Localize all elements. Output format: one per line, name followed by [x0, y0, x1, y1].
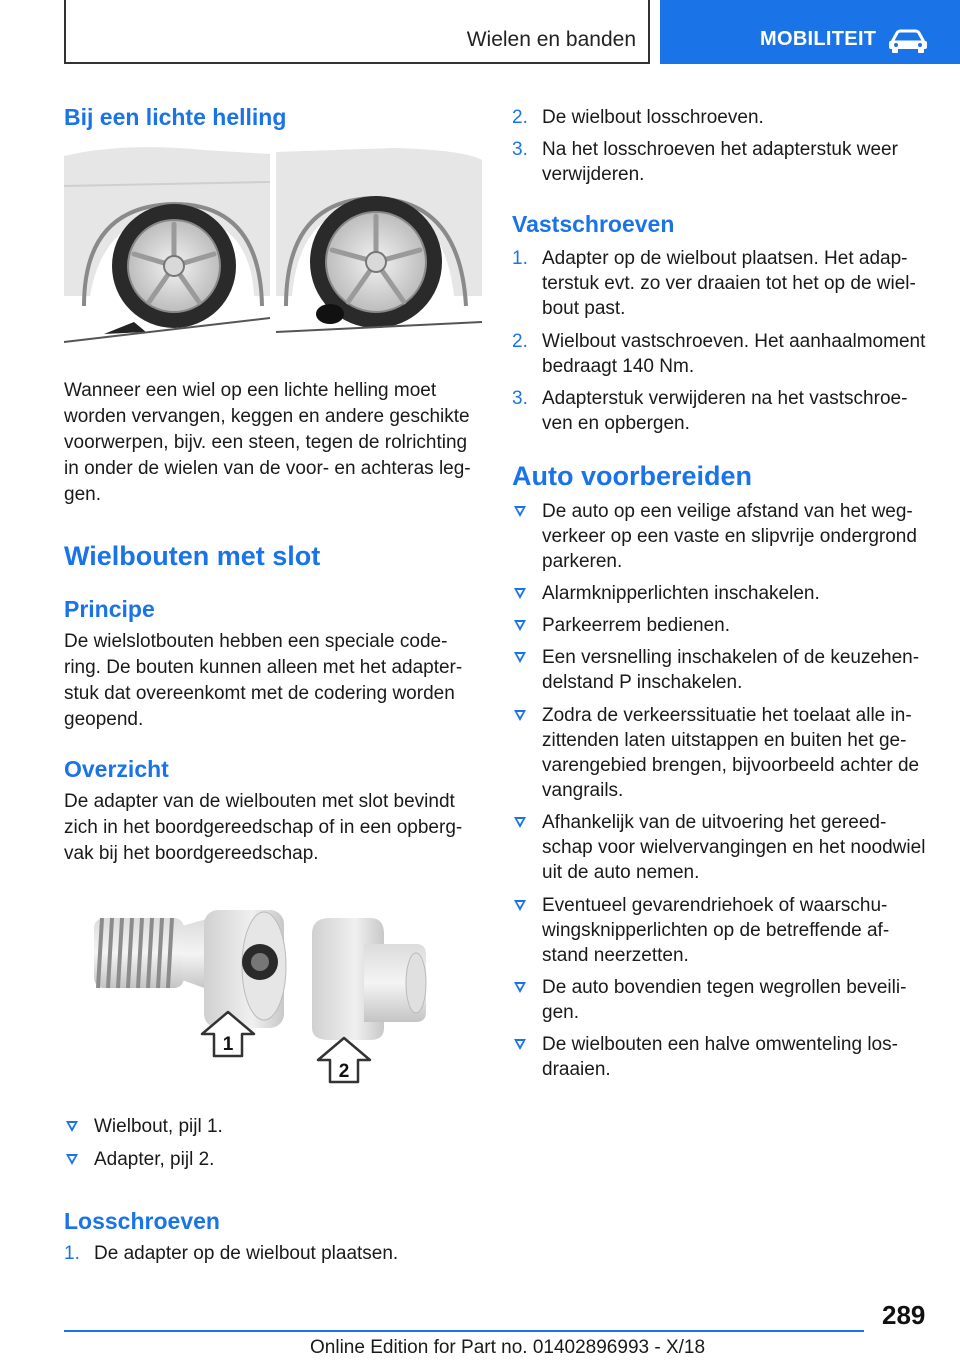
- heading-wielbouten: Wielbouten met slot: [64, 541, 321, 571]
- list-item: Alarmknipperlichten inschakelen.: [512, 581, 928, 606]
- list-item: 3. Na het losschroeven het adapterstuk weer verwijderen.: [512, 139, 898, 185]
- arrow-label-2: 2: [338, 1061, 350, 1082]
- list-item: Een versnelling inschakelen of de keuzehen- delstand P inschakelen.: [512, 645, 928, 695]
- heading-principe: Principe: [64, 596, 155, 622]
- paragraph-overzicht: De adapter van de wielbouten met slot bevindt zich in het boordgereedschap of in een opberg- vak bij het boordgereedschap.: [64, 791, 463, 864]
- triangle-bullet-icon: [514, 1039, 526, 1050]
- list-item: 2. Wielbout vastschroeven. Het aanhaalmoment bedraagt 140 Nm.: [512, 331, 926, 377]
- triangle-bullet-icon: [514, 710, 526, 721]
- heading-lichte-helling: Bij een lichte helling: [64, 104, 287, 130]
- triangle-bullet-icon: [514, 588, 526, 599]
- triangle-bullet-icon: [514, 652, 526, 663]
- list-item: De auto op een veilige afstand van het weg- verkeer op een vaste en slipvrije ondergrond parkeren.: [512, 499, 928, 574]
- list-item: Eventueel gevarendriehoek of waarschu- wingsknipperlichten op de betreffende af- stand neerzetten.: [512, 893, 928, 968]
- paragraph-principe: De wielslotbouten hebben een speciale code- ring. De bouten kunnen alleen met het adapter- stuk dat overeenkomt met de codering worden geopend.: [64, 631, 463, 730]
- header-section-title: Wielen en banden: [466, 28, 636, 51]
- heading-vastschroeven: Vastschroeven: [512, 211, 675, 237]
- list-item: Zodra de verkeerssituatie het toelaat alle in- zittenden laten uitstappen en buiten het ge- varengebied brengen, bijvoorbeeld achter de vangrails.: [512, 703, 928, 803]
- wheel-on-slope-figure: [64, 146, 482, 346]
- page-number: 289: [882, 1300, 926, 1330]
- triangle-bullet-icon: [514, 506, 526, 517]
- bolt-adapter-figure: [64, 888, 482, 1088]
- header-frame: [64, 0, 650, 64]
- list-item: Parkeerrem bedienen.: [512, 613, 928, 638]
- heading-overzicht: Overzicht: [64, 756, 169, 782]
- heading-auto-voorbereiden: Auto voorbereiden: [512, 461, 753, 491]
- triangle-bullet-icon: [514, 982, 526, 993]
- paragraph-lichte-helling: Wanneer een wiel op een lichte helling moet worden vervangen, keggen en andere geschikte voorwerpen, bijv. een steen, tegen de rolrichting in onder de wielen van de voor- en achteras leg- gen.: [64, 380, 471, 505]
- list-item: De wielbouten een halve omwenteling los- draaien.: [512, 1032, 928, 1082]
- list-item: 1. De adapter op de wielbout plaatsen.: [64, 1243, 399, 1264]
- triangle-bullet-icon: [66, 1154, 78, 1165]
- triangle-bullet-icon: [514, 620, 526, 631]
- list-item: Afhankelijk van de uitvoering het gereed- schap voor wielvervangingen en het noodwiel uit de auto nemen.: [512, 810, 928, 885]
- list-item: Adapter, pijl 2.: [64, 1147, 482, 1172]
- list-item: De auto bovendien tegen wegrollen beveili- gen.: [512, 975, 928, 1025]
- chapter-tab[interactable]: [660, 0, 960, 64]
- list-item: Wielbout, pijl 1.: [64, 1114, 482, 1139]
- heading-losschroeven: Losschroeven: [64, 1208, 220, 1234]
- list-item: 2. De wielbout losschroeven.: [512, 107, 764, 128]
- arrow-label-1: 1: [222, 1034, 234, 1055]
- footer-edition: Online Edition for Part no. 01402896993 - X/18: [310, 1337, 706, 1358]
- triangle-bullet-icon: [514, 900, 526, 911]
- chapter-tab-label: MOBILITEIT: [760, 28, 877, 50]
- car-icon: [888, 28, 928, 54]
- triangle-bullet-icon: [514, 817, 526, 828]
- list-item: 1. Adapter op de wielbout plaatsen. Het adap- terstuk evt. zo ver draaien tot het op de wiel- bout past.: [512, 248, 916, 319]
- list-item: 3. Adapterstuk verwijderen na het vastschroe- ven en opbergen.: [512, 388, 908, 434]
- footer-divider: [64, 1330, 864, 1332]
- triangle-bullet-icon: [66, 1121, 78, 1132]
